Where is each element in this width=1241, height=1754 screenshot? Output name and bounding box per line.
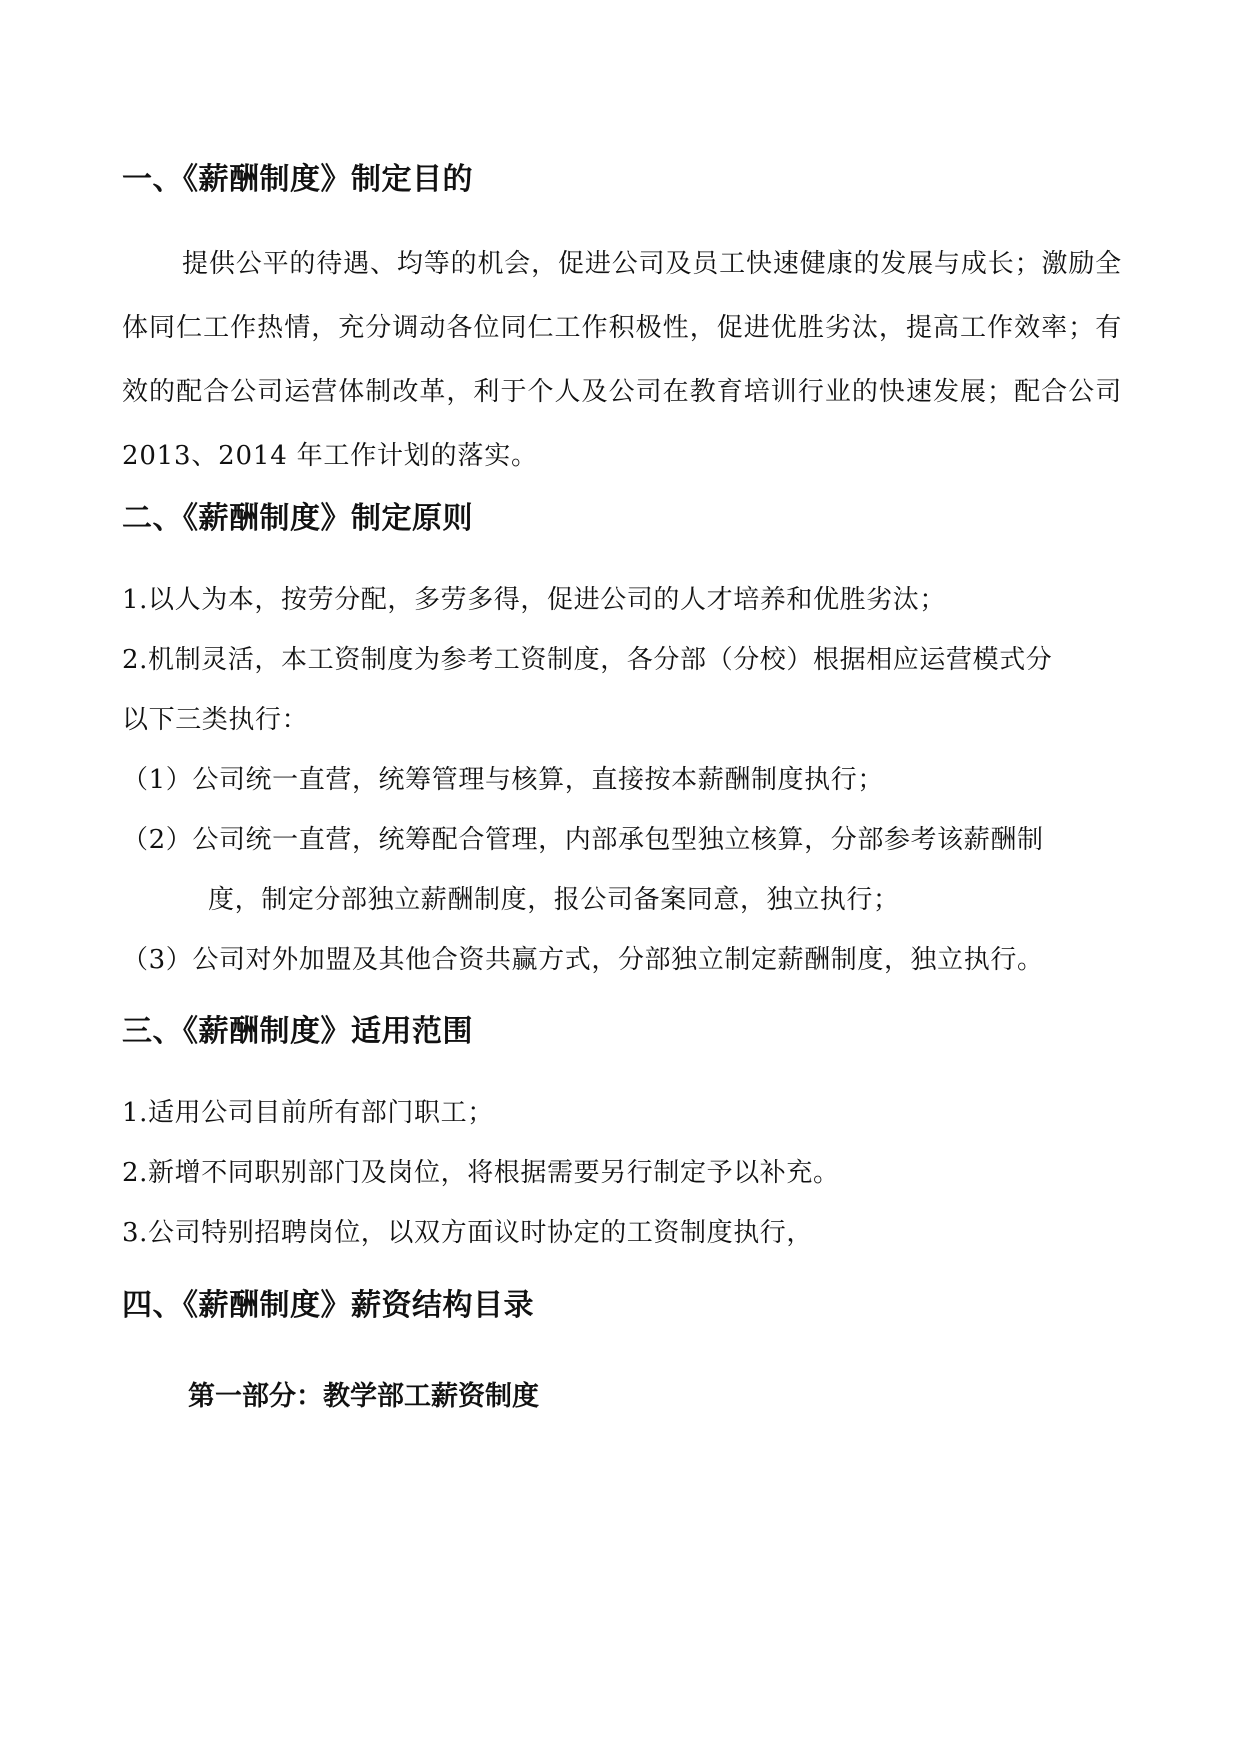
section-2-item-2: 2.机制灵活，本工资制度为参考工资制度，各分部（分校）根据相应运营模式分 <box>122 645 1053 675</box>
section-3-item-3: 3.公司特别招聘岗位，以双方面议时协定的工资制度执行， <box>122 1218 814 1248</box>
section-2-subitem-2-continued: 度，制定分部独立薪酬制度，报公司备案同意，独立执行； <box>208 885 900 915</box>
section-2-item-2-continued: 以下三类执行： <box>122 705 309 735</box>
section-1-paragraph: 提供公平的待遇、均等的机会，促进公司及员工快速健康的发展与成长；激励全体同仁工作热情，充分调动各位同仁工作积极性，促进优胜劣汰，提高工作效率；有效的配合公司运营体制改革，利于个人及公司在教育培训行业的快速发展；配合公司 2013、2014 年工作计划的落实。 <box>122 249 1122 471</box>
section-2-subitem-2: （2）公司统一直营，统筹配合管理，内部承包型独立核算，分部参考该薪酬制 <box>122 825 1044 855</box>
section-1-heading: 一、《薪酬制度》制定目的 <box>122 162 473 197</box>
section-3-heading: 三、《薪酬制度》适用范围 <box>122 1014 473 1049</box>
section-3-item-2: 2.新增不同职别部门及岗位，将根据需要另行制定予以补充。 <box>122 1158 840 1188</box>
section-2-subitem-3: （3）公司对外加盟及其他合资共赢方式，分部独立制定薪酬制度，独立执行。 <box>122 945 1044 975</box>
section-4-heading: 四、《薪酬制度》薪资结构目录 <box>122 1288 534 1323</box>
section-2-item-1: 1.以人为本，按劳分配，多劳多得，促进公司的人才培养和优胜劣汰； <box>122 585 947 615</box>
section-3-item-1: 1.适用公司目前所有部门职工； <box>122 1098 494 1128</box>
section-2-subitem-1: （1）公司统一直营，统筹管理与核算，直接按本薪酬制度执行； <box>122 765 884 795</box>
section-2-heading: 二、《薪酬制度》制定原则 <box>122 501 473 536</box>
section-4-sub-heading: 第一部分：教学部工薪资制度 <box>188 1381 539 1412</box>
